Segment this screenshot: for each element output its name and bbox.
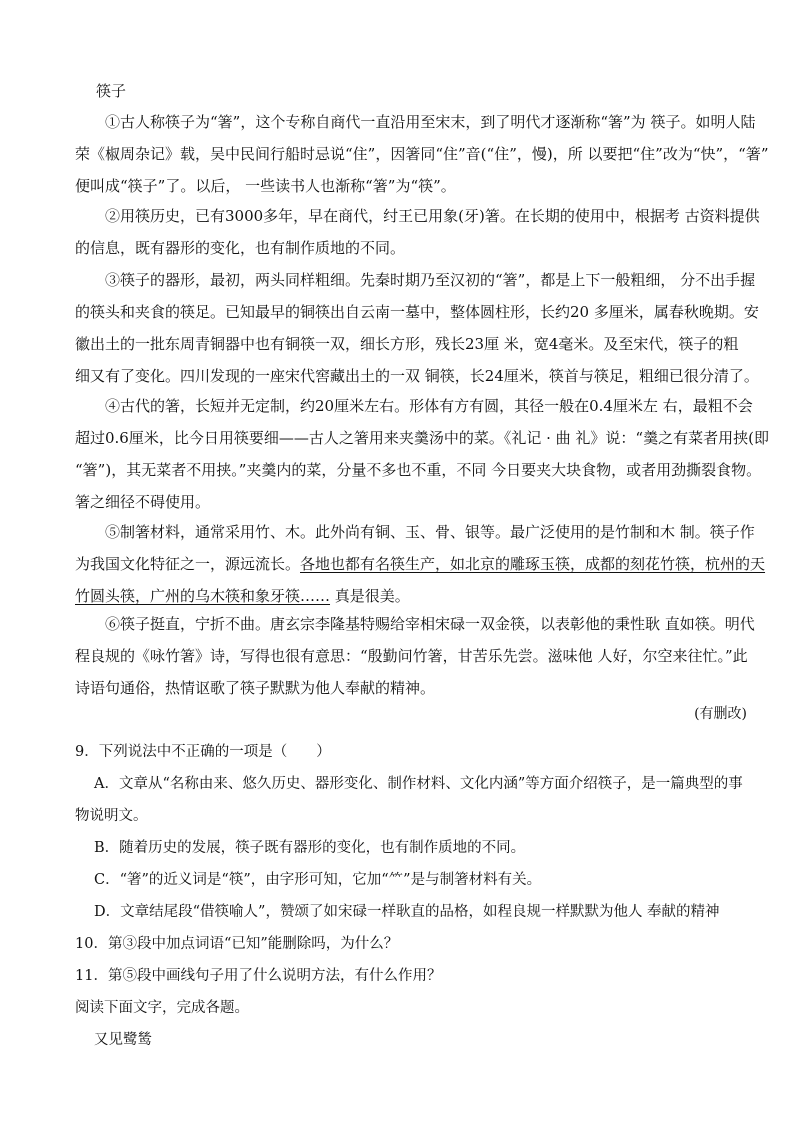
paragraph-line: ⑥筷子挺直，宁折不曲。唐玄宗李隆基特赐给宰相宋碌一双金筷，以表彰他的秉性耿 直如筷。明代 xyxy=(105,615,755,633)
paragraph-line: “箸”)，其无菜者不用挟。”夹羹内的菜，分量不多也不重，不同 今日要夹大块食物，或者用劲撕裂食物。 xyxy=(75,461,762,479)
paragraph-1 xyxy=(75,106,769,202)
option-c: C．“箸”的近义词是“筷”，由字形可知，它加“⺮”是与制箸材料有关。 xyxy=(94,872,542,888)
paragraph-line: ④古代的箸，长短并无定制，约20厘米左右。形体有方有圆，其径一般在0.4厘米左 右，最粗不会 xyxy=(105,397,753,415)
paragraph-line: 徽出土的一批东周青铜器中也有铜筷一双，细长方形，残长23厘 米，宽4毫米。及至宋代，筷子的粗 xyxy=(75,335,739,353)
underlined-sentence: 竹圆头筷，广州的乌木筷和象牙筷…… xyxy=(75,587,331,605)
next-article-title: 又见鹭鸶 xyxy=(94,1032,152,1048)
paragraph-line: 的信息，既有器形的变化，也有制作质地的不同。 xyxy=(75,239,406,257)
paragraph-text: 真是很美。 xyxy=(330,587,410,605)
paragraph-line: 便叫成“筷子”了。以后， 一些读书人也渐称“箸”为“筷”。 xyxy=(75,177,456,195)
reading-instruction: 阅读下面文字，完成各题。 xyxy=(75,1000,249,1016)
paragraph-line xyxy=(75,548,766,580)
paragraph-line: ②用筷历史，已有3000多年，早在商代，纣王已用象(牙)箸。在长期的使用中，根据考 古资料提供 xyxy=(105,207,760,225)
article-title: 筷子 xyxy=(96,82,127,100)
question-10: 10．第③段中加点词语“已知”能删除吗，为什么？ xyxy=(75,936,399,952)
option-b: B．随着历史的发展，筷子既有器形的变化，也有制作质地的不同。 xyxy=(94,840,526,856)
paragraph-line: 细又有了变化。四川发现的一座宋代窖藏出土的一双 铜筷，长24厘米，筷首与筷足，粗细已很分清了。 xyxy=(75,367,759,385)
paragraph-2 xyxy=(75,200,760,264)
paragraph-text: 为我国文化特征之一，源远流长。 xyxy=(75,555,301,573)
question-9: 9．下列说法中不正确的一项是（ ） xyxy=(75,744,331,760)
paragraph-line: 的筷头和夹食的筷足。已知最早的铜筷出自云南一墓中，整体圆柱形，长约20 多厘米，属春秋晚期。安 xyxy=(75,303,759,321)
paragraph-5 xyxy=(75,516,766,612)
question-11: 11．第⑤段中画线句子用了什么说明方法，有什么作用？ xyxy=(75,968,442,984)
paragraph-3 xyxy=(75,264,759,392)
paragraph-line: 箸之细径不碍使用。 xyxy=(75,493,211,511)
paragraph-line: 荣《椒周杂记》载，吴中民间行船时忌说“住”，因箸同“住”音(“住”，慢)，所 以要把“住”改为“快”，“箸” xyxy=(75,145,769,163)
option-a: A．文章从“名称由来、悠久历史、器形变化、制作材料、文化内涵”等方面介绍筷子，是一篇典型的事 xyxy=(94,776,743,792)
paragraph-line: 超过0.6厘米，比今日用筷要细——古人之箸用来夹羹汤中的菜。《礼记 · 曲 礼》说：“羹之有菜者用挟(即 xyxy=(75,429,769,447)
option-a-cont: 物说明文。 xyxy=(75,808,148,824)
paragraph-line: 诗语句通俗，热情讴歌了筷子默默为他人奉献的精神。 xyxy=(75,679,436,697)
paragraph-line: 程良规的《咏竹箸》诗，写得也很有意思：“殷勤问竹箸，甘苦乐先尝。滋味他 人好，尔空来往忙。”此 xyxy=(75,647,748,665)
paragraph-4 xyxy=(75,390,769,518)
paragraph-line: ③筷子的器形，最初，两头同样粗细。先秦时期乃至汉初的“箸”，都是上下一般粗细， 分不出手握 xyxy=(105,271,756,289)
paragraph-6 xyxy=(75,608,755,704)
paragraph-line: ①古人称筷子为“箸”，这个专称自商代一直沿用至宋末，到了明代才逐渐称“箸”为 筷子。如明人陆 xyxy=(105,113,756,131)
edit-note: (有删改) xyxy=(694,706,747,722)
underlined-sentence: 各地也都有名筷生产，如北京的雕琢玉筷，成都的刻花竹筷，杭州的天 xyxy=(300,555,766,573)
paragraph-line: ⑤制箸材料，通常采用竹、木。此外尚有铜、玉、骨、银等。最广泛使用的是竹制和木 制。筷子作 xyxy=(105,523,755,541)
option-d: D．文章结尾段“借筷喻人”，赞颂了如宋碌一样耿直的品格，如程良规一样默默为他人 奉献的精神 xyxy=(94,904,720,920)
